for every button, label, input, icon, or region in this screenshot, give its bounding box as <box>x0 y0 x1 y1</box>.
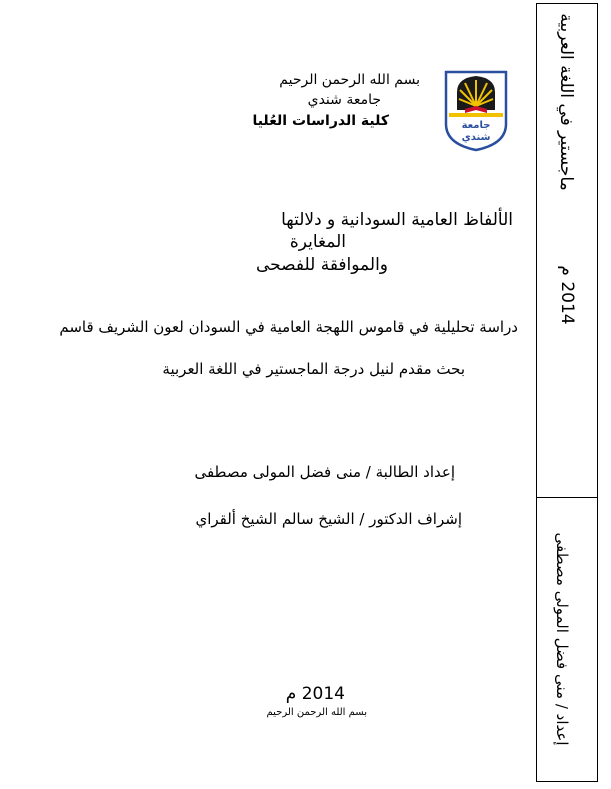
spine-author: إعداد / منى فضل المولى مصطفى <box>553 532 571 746</box>
supervisor-line: إشراف الدكتور / الشيخ سالم الشيخ ألقراي <box>195 510 462 528</box>
logo-text-line1: جامعة <box>461 120 491 131</box>
title-line1: الألفاظ العامية السودانية و دلالتها <box>281 210 513 230</box>
year: 2014 م <box>285 684 345 704</box>
title-line3: والموافقة للفصحى <box>256 255 388 275</box>
header-university: جامعة شندي <box>307 92 381 108</box>
spine-year: 2014 م <box>557 265 577 325</box>
student-line: إعداد الطالبة / منى فضل المولى مصطفى <box>194 463 455 481</box>
footer-basmala: بسم الله الرحمن الرحيم <box>266 707 367 718</box>
university-logo <box>443 66 509 152</box>
header-basmala: بسم الله الرحمن الرحيم <box>279 72 420 88</box>
logo-text-line2: شندي <box>461 132 491 143</box>
spine-divider <box>536 497 598 498</box>
degree-line: بحث مقدم لنيل درجة الماجستير في اللغة العربية <box>162 360 465 378</box>
header-college: كلية الدراسات العُليا <box>252 113 389 129</box>
subtitle: دراسة تحليلية في قاموس اللهجة العامية في السودان لعون الشريف قاسم <box>59 318 518 336</box>
spine-degree: ماجستير في اللغة العربية <box>556 13 576 191</box>
title-line2: المغايرة <box>289 232 346 252</box>
